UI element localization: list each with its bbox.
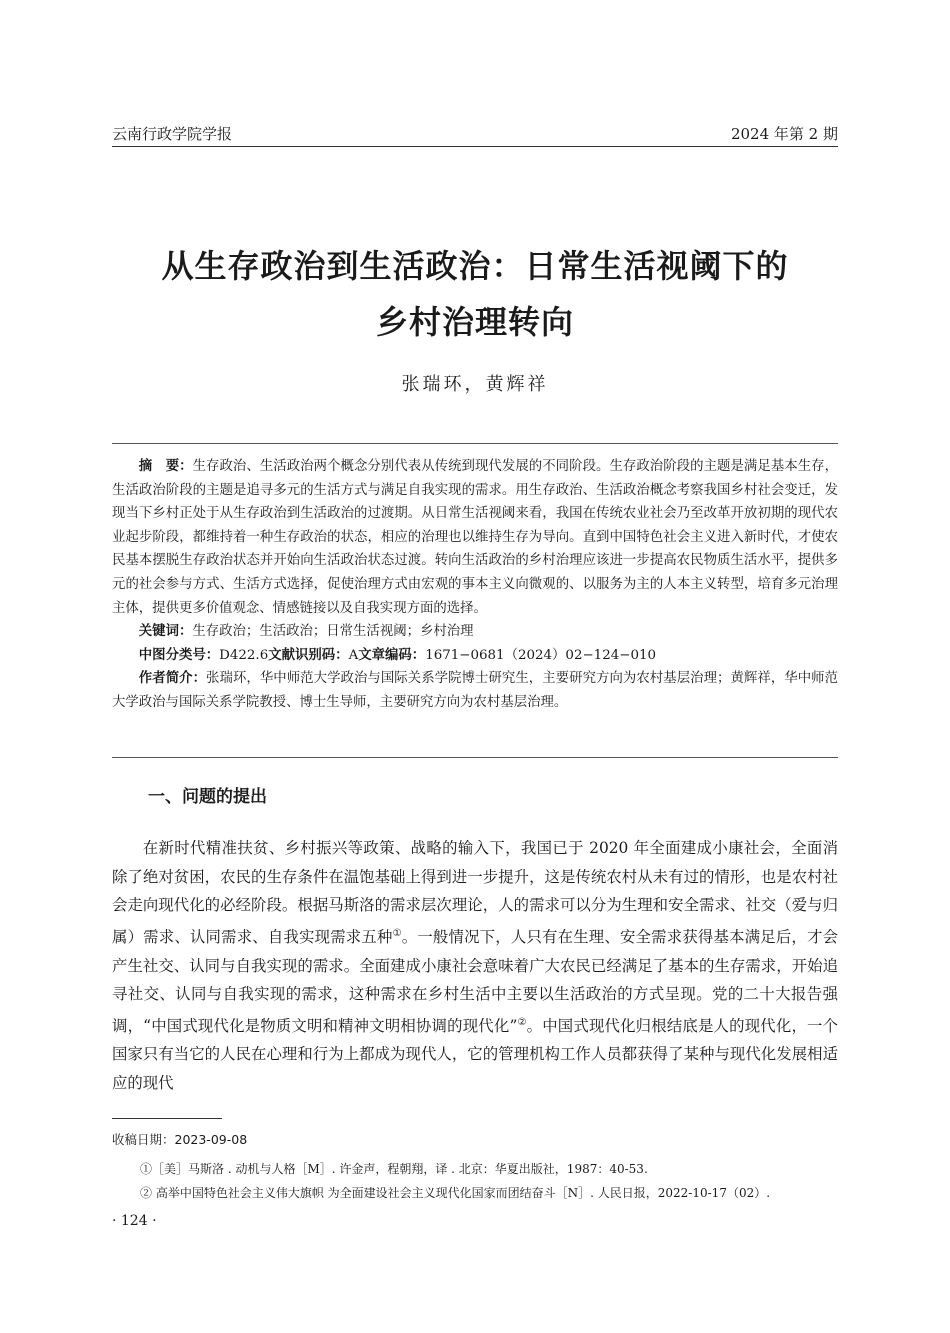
body-text-part-1: 在新时代精准扶贫、乡村振兴等政策、战略的输入下，我国已于 2020 年全面建成小康社会，全面消除了绝对贫困，农民的生存条件在温饱基础上得到进一步提升，这是传统农村从未有过的情形，也是农村社会走向现代化的必经阶段。根据马斯洛的需求层次理论，人的需求可以分为生理和安全需求、社交（爱与归属）需求、认同需求、自我实现需求五种: [112, 839, 838, 946]
footnote-divider: [112, 1118, 222, 1119]
doc-code-label: 文献识别码：: [268, 647, 349, 663]
issue-label: 2024 年第 2 期: [730, 125, 838, 143]
clc-value: D422.6: [219, 647, 269, 663]
footnote-ref-1[interactable]: ①: [392, 927, 402, 939]
running-header: [112, 118, 838, 144]
article-code-value: 1671−0681（2024）02−124−010: [425, 647, 657, 663]
clc-label: 中图分类号：: [138, 647, 220, 663]
body-text-part-3: 。中国式现代化归根结底是人的现代化，一个国家只有当它的人民在心理和行为上都成为现代人，它的管理机构工作人员都获得了某种与现代化发展相适应的现代: [112, 1016, 838, 1092]
footnote-1: ①［美］马斯洛 . 动机与人格［M］. 许金声，程朝翔，译 . 北京：华夏出版社，1987：40-53.: [140, 1162, 648, 1176]
doc-code-value: A: [348, 647, 359, 663]
received-date: 收稿日期：2023-09-08: [112, 1132, 248, 1147]
author-info-text: 张瑞环，华中师范大学政治与国际关系学院博士研究生，主要研究方向为农村基层治理；黄辉祥，华中师范大学政治与国际关系学院教授、博士生导师，主要研究方向为农村基层治理。: [112, 671, 839, 710]
title-line-1: 从生存政治到生活政治：日常生活视阈下的: [161, 247, 789, 285]
abstract-text: 生存政治、生活政治两个概念分别代表从传统到现代发展的不同阶段。生存政治阶段的主题是满足基本生存，生活政治阶段的主题是追寻多元的生活方式与满足自我实现的需求。用生存政治、生活政治概念考察我国乡村社会变迁，发现当下乡村正处于从生存政治到生活政治的过渡期。从日常生活视阈来看，我国在传统农业社会乃至改革开放初期的现代农业起步阶段，都维持着一种生存政治的状态，相应的治理也以维持生存为导向。直到中国特色社会主义进入新时代，才使农民基本摆脱生存政治状态并开始向生活政治状态过渡。转向生活政治的乡村治理应该进一步提高农民物质生活水平，提供多元的社会参与方式、生活方式选择，促使治理方式由宏观的事本主义向微观的、以服务为主的人本主义转型，培育多元治理主体，提供更多价值观念、情感链接以及自我实现方面的选择。: [112, 459, 839, 616]
header-divider: [112, 146, 838, 147]
keywords-text: 生存政治；生活政治；日常生活视阈；乡村治理: [192, 624, 474, 640]
author-names: 张瑞环，黄辉祥: [401, 374, 549, 395]
footnotes: [140, 1157, 838, 1205]
classification-line: [112, 644, 838, 668]
section-heading: 一、问题的提出: [148, 787, 267, 807]
article-title: [60, 238, 890, 350]
abstract: [112, 455, 838, 620]
abstract-label: 摘 要：: [138, 459, 193, 474]
title-line-2: 乡村治理转向: [375, 303, 574, 341]
page-number: · 124 ·: [112, 1213, 157, 1229]
footnote-2: ② 高举中国特色社会主义伟大旗帜 为全面建设社会主义现代化国家而团结奋斗［N］. 人民日报，2022-10-17（02）.: [140, 1186, 771, 1200]
abstract-block: [112, 455, 838, 715]
abstract-bottom-divider: [112, 757, 838, 758]
body-paragraph: [112, 834, 838, 1098]
author-info-label: 作者简介：: [138, 671, 207, 687]
abstract-top-divider: [112, 443, 838, 444]
keywords-label: 关键词：: [138, 624, 193, 640]
journal-name: 云南行政学院学报: [112, 125, 233, 143]
body-text-part-2: 。一般情况下，人只有在生理、安全需求获得基本满足后，才会产生社交、认同与自我实现的需求。全面建成小康社会意味着广大农民已经满足了基本的生存需求，开始追寻社交、认同与自我实现的需求，这种需求在乡村生活中主要以生活政治的方式呈现。党的二十大报告强调，“中国式现代化是物质文明和精神文明相协调的现代化”: [112, 927, 838, 1035]
author-info: [112, 667, 838, 714]
keywords: [112, 620, 838, 644]
article-code-label: 文章编码：: [358, 647, 426, 663]
footnote-ref-2[interactable]: ②: [517, 1016, 527, 1028]
